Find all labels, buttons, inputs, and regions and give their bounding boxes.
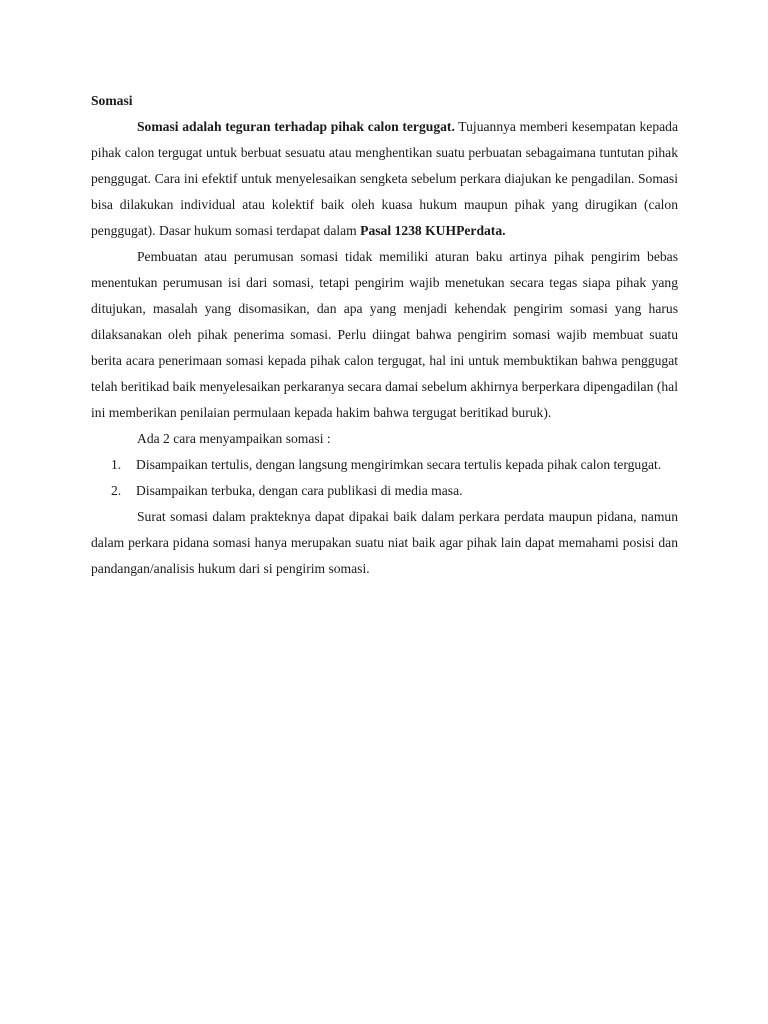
list-item-number: 2. xyxy=(111,483,122,498)
paragraph-practice: Surat somasi dalam prakteknya dapat dipakai baik dalam perkara perdata maupun pidana, namun dalam perkara pidana somasi hanya merupakan suatu niat baik agar pihak lain dapat memahami posisi dan pandangan/analisis hukum dari si pengirim somasi. xyxy=(91,509,678,576)
definition-text: Tujuannya memberi kesempatan kepada pihak calon tergugat untuk berbuat sesuatu atau menghentikan suatu perbuatan sebagaimana tuntutan pihak penggugat. Cara ini efektif untuk menyelesaikan sengketa sebelum perkara diajukan ke pengadilan. Somasi bisa dilakukan individual atau kolektif baik oleh kuasa hukum maupun pihak yang dirugikan (calon penggugat). Dasar hukum somasi terdapat dalam xyxy=(91,119,678,238)
document-heading: Somasi xyxy=(91,93,133,108)
delivery-methods-list xyxy=(91,452,678,504)
paragraph-definition xyxy=(91,114,678,244)
definition-bold-lead: Somasi adalah teguran terhadap pihak calon tergugat. xyxy=(137,119,455,134)
list-item-number: 1. xyxy=(111,457,122,472)
list-item-text: Disampaikan tertulis, dengan langsung mengirimkan secara tertulis kepada pihak calon tergugat. xyxy=(136,457,662,472)
list-intro: Ada 2 cara menyampaikan somasi : xyxy=(137,431,331,446)
legal-basis-bold: Pasal 1238 KUHPerdata. xyxy=(360,223,506,238)
list-item-text: Disampaikan terbuka, dengan cara publikasi di media masa. xyxy=(136,483,463,498)
list-item xyxy=(91,478,678,504)
paragraph-formulation: Pembuatan atau perumusan somasi tidak memiliki aturan baku artinya pihak pengirim bebas menentukan perumusan isi dari somasi, tetapi pengirim wajib menetukan secara tegas siapa pihak yang ditujukan, masalah yang disomasikan, dan apa yang menjadi kehendak pengirim somasi yang harus dilaksanakan oleh pihak penerima somasi. Perlu diingat bahwa pengirim somasi wajib membuat suatu berita acara penerimaan somasi kepada pihak calon tergugat, hal ini untuk membuktikan bahwa penggugat telah beritikad baik menyelesaikan perkaranya secara damai sebelum akhirnya berperkara dipengadilan (hal ini memberikan penilaian permulaan kepada hakim bahwa tergugat beritikad buruk). xyxy=(91,249,678,420)
list-item xyxy=(91,452,678,478)
